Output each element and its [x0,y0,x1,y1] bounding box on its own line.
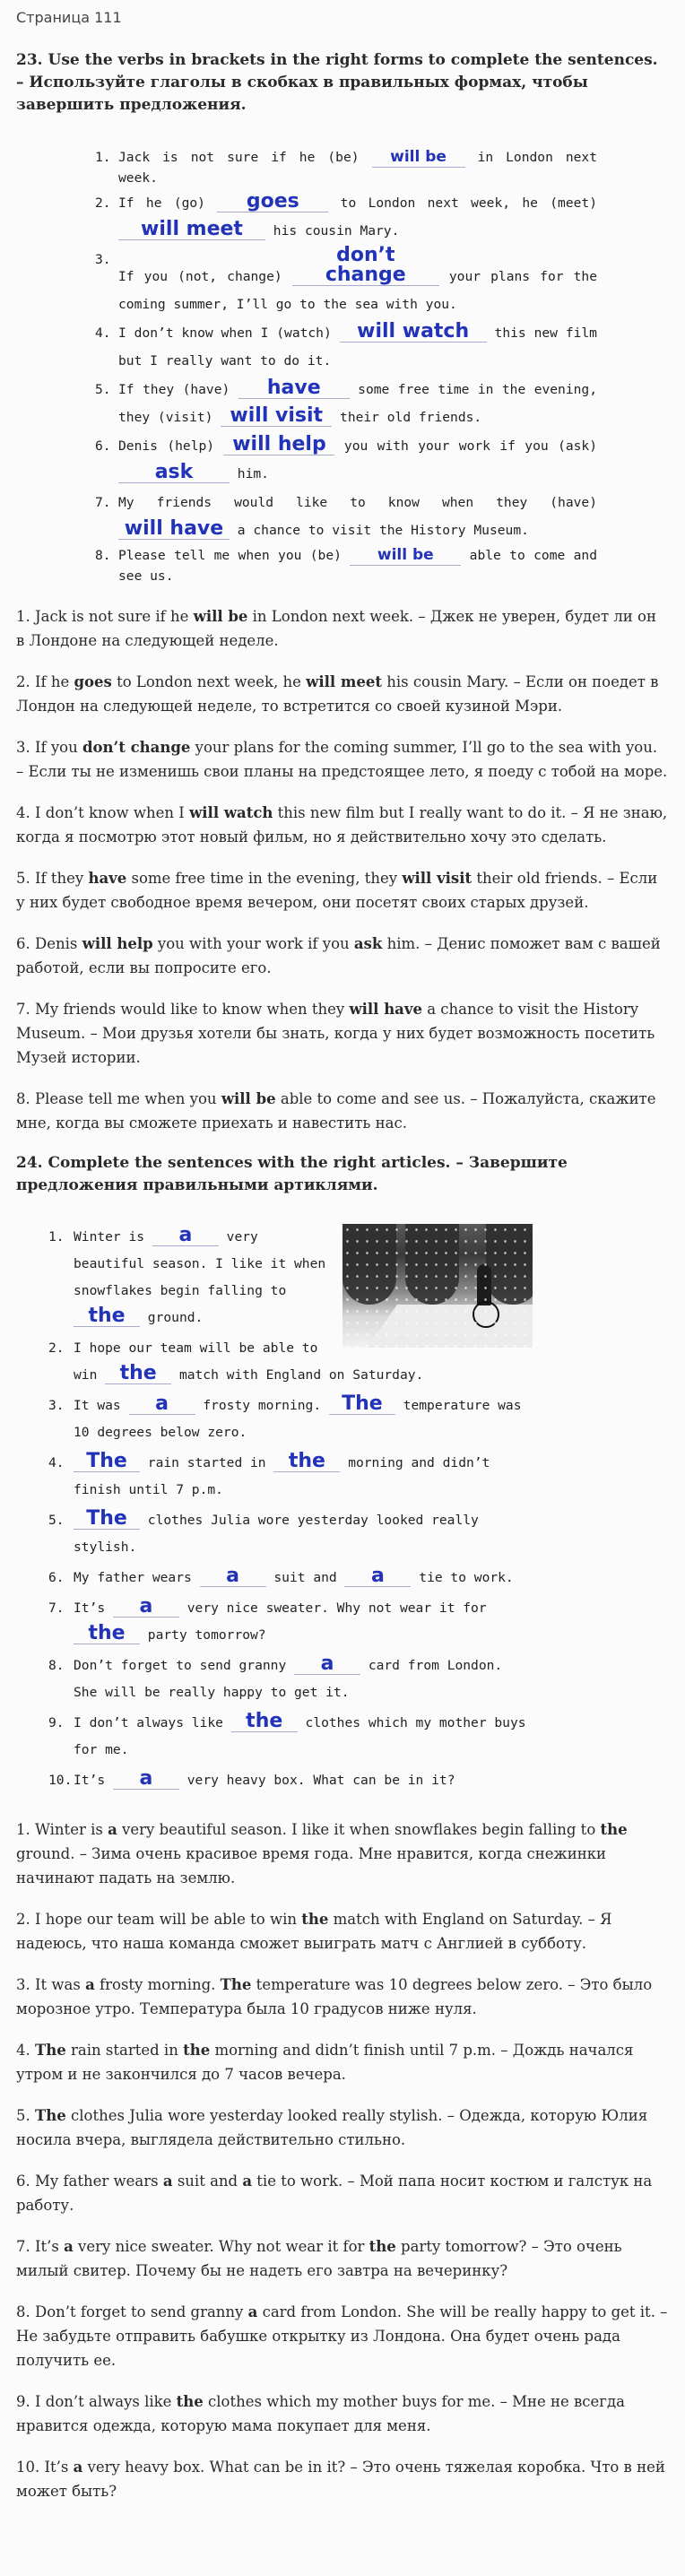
item-text: his cousin Mary. [273,223,400,239]
item-text: ground. [147,1310,204,1325]
worksheet-item [95,489,597,544]
worksheet-item [48,1710,533,1764]
translation-paragraph: 4. I don’t know when I will watch this new film but I really want to do it. – Я не знаю, когда я посмотрю этот новый фильм, но я действительно хочу это сделать. [16,804,668,846]
task-24-worksheet [48,1224,533,1794]
answer-blank: will visit [221,406,332,427]
item-text: If they (have) [118,382,230,397]
translation-paragraph: 3. It was a frosty morning. The temperature was 10 degrees below zero. – Это было морозное утро. Температура была 10 градусов ниже нуля. [16,1976,653,2017]
item-text: in London next week. [118,150,598,186]
item-number: 9. [48,1715,65,1730]
item-text: Denis (help) [118,438,215,454]
worksheet-item [95,545,597,586]
answer-blank: a [113,1597,179,1618]
translation-paragraph: 1. Jack is not sure if he will be in London next week. – Джек не уверен, будет ли он в Лондоне на следующей неделе. [16,608,656,649]
answer-blank: a [344,1566,411,1587]
translation-paragraph: 2. If he goes to London next week, he will meet his cousin Mary. – Если он поедет в Лондон на следующей неделе, то встретится со своей кузиной Мэри. [16,673,659,715]
answer-blank: will help [223,435,334,455]
answer-blank: have [238,378,350,399]
item-text: their old friends. [340,410,482,425]
item-text: It was [74,1398,121,1413]
item-text: a chance to visit the History Museum. [237,523,529,538]
answer-blank: a [200,1566,266,1587]
item-text: Don’t forget to send granny [74,1658,287,1673]
item-text: frosty morning. [203,1398,322,1413]
item-text: Winter is [74,1229,145,1245]
answer-blank: The [74,1452,140,1472]
item-text: morning and didn’t finish until 7 p.m. [74,1455,490,1497]
translation-paragraph: 5. If they have some free time in the evening, they will visit their old friends. – Если у них будет свободное время вечером, они посетят своих старых друзей. [16,870,658,911]
item-number: 6. [48,1570,65,1585]
translation-paragraph: 8. Please tell me when you will be able to come and see us. – Пожалуйста, скажите мне, когда вы сможете приехать и навестить нас. [16,1090,656,1132]
item-number: 7. [95,495,111,510]
winter-cyclist-photo [342,1224,533,1348]
item-number: 1. [48,1229,65,1245]
item-text: card from London. She will be really happy to get it. [74,1658,503,1700]
item-text: It’s [74,1773,106,1788]
translation-paragraph: 1. Winter is a very beautiful season. I like it when snowflakes begin falling to the ground. – Зима очень красивое время года. Мне нравится, когда снежинки начинают падать на землю. [16,1821,628,1886]
item-text: rain started in [147,1455,266,1470]
answer-blank: the [273,1452,340,1472]
item-number: 1. [95,150,111,165]
item-text: tie to work. [419,1570,514,1585]
item-number: 4. [48,1455,65,1470]
worksheet-item [95,147,597,188]
item-text: clothes Julia wore yesterday looked really stylish. [74,1513,479,1555]
task-23-worksheet [95,147,597,586]
item-text: clothes which my mother buys for me. [74,1715,526,1757]
translation-paragraph: 3. If you don’t change your plans for the coming summer, I’ll go to the sea with you. – Если ты не изменишь свои планы на предстоящее лето, я поеду с тобой на море. [16,739,668,780]
item-text: It’s [74,1600,106,1616]
worksheet-item [48,1224,533,1331]
item-text: very nice sweater. Why not wear it for [186,1600,487,1616]
worksheet-item [48,1652,533,1706]
worksheet-item [95,246,597,318]
translation-paragraph: 8. Don’t forget to send granny a card from London. She will be really happy to get it. – Не забудьте отправить бабушке открытку из Лондона. Она будет очень рада получить ее. [16,2303,668,2369]
translation-paragraph: 4. The rain started in the morning and didn’t finish until 7 p.m. – Дождь начался утром и не закончился до 7 часов вечера. [16,2042,634,2083]
item-number: 4. [95,325,111,341]
item-text: some free time in the evening, they (visit) [118,382,597,425]
worksheet-item [48,1767,533,1794]
answer-blank: a [152,1226,219,1246]
answer-blank: will watch [340,322,487,343]
task-23-translations [16,604,669,1135]
item-text: My friends would like to know when they (have) [118,495,597,510]
item-text: very heavy box. What can be in it? [186,1773,455,1788]
translation-paragraph: 5. The clothes Julia wore yesterday looked really stylish. – Одежда, которую Юлия носила вчера, выглядела действительно стильно. [16,2107,648,2148]
item-text: I don’t know when I (watch) [118,325,332,341]
worksheet-item [95,432,597,488]
answer-blank: will meet [118,220,265,240]
worksheet-item [95,319,597,375]
item-text: him. [237,466,269,481]
answer-blank: the [74,1306,140,1327]
item-text: very beautiful season. I like it when snowflakes begin falling to [74,1229,326,1298]
answer-blank: The [329,1394,395,1415]
task-23-heading: 23. Use the verbs in brackets in the right forms to complete the sentences. – Используйте глаголы в скобках в правильных формах, чтобы завершить предложения. [16,51,658,114]
item-text: party tomorrow? [147,1627,266,1643]
answer-blank: The [74,1509,140,1530]
item-text: match with England on Saturday. [178,1367,424,1383]
answer-blank: a [294,1654,360,1675]
item-number: 3. [48,1398,65,1413]
item-text: able to come and see us. [118,548,597,584]
worksheet-item [95,376,597,431]
item-text: your plans for the coming summer, I’ll go to the sea with you. [118,269,597,312]
task-24-heading: 24. Complete the sentences with the right articles. – Завершите предложения правильными артиклями. [16,1154,568,1194]
item-number: 8. [48,1658,65,1673]
page-title: Страница 111 [16,9,122,26]
item-number: 7. [48,1600,65,1616]
translation-paragraph: 7. It’s a very nice sweater. Why not wear it for the party tomorrow? – Это очень милый свитер. Почему бы не надеть его завтра на вечеринку? [16,2238,622,2279]
worksheet-item [48,1392,533,1446]
item-number: 8. [95,548,111,563]
answer-blank: the [74,1624,140,1644]
item-number: 5. [48,1513,65,1528]
answer-blank: the [105,1364,171,1384]
worksheet-item [48,1565,533,1592]
item-number: 2. [95,195,111,211]
item-text: If you (not, change) [118,269,282,284]
item-text: Jack is not sure if he (be) [118,150,360,165]
translation-paragraph: 6. Denis will help you with your work if you ask him. – Денис поможет вам с вашей работой, если вы попросите его. [16,935,661,976]
translation-paragraph: 7. My friends would like to know when they will have a chance to visit the History Museum. – Мои друзья хотели бы знать, когда у них будет возможность посетить Музей истории. [16,1001,655,1066]
answer-blank: a [129,1394,195,1415]
worksheet-item [95,189,597,245]
worksheet-item [48,1507,533,1561]
item-text: you with your work if you (ask) [343,438,598,454]
translation-paragraph: 10. It’s a very heavy box. What can be in it? – Это очень тяжелая коробка. Что в ней может быть? [16,2459,665,2500]
item-text: suit and [273,1570,337,1585]
item-number: 3. [95,252,111,267]
answer-blank: will be [350,545,461,566]
worksheet-item [48,1335,533,1389]
worksheet-item [48,1450,533,1504]
answer-blank: don’t change [292,246,439,286]
answer-blank: a [113,1769,179,1790]
task-24-translations [16,1817,669,2503]
answer-blank: the [231,1712,298,1732]
item-text: this new film but I really want to do it. [118,325,597,369]
answer-blank: will have [118,519,230,540]
item-number: 10. [48,1773,73,1788]
item-text: I hope our team will be able to win [74,1340,318,1383]
answer-blank: goes [217,192,328,212]
worksheet-item [48,1595,533,1649]
item-text: Please tell me when you (be) [118,548,342,563]
item-number: 5. [95,382,111,397]
translation-paragraph: 2. I hope our team will be able to win the match with England on Saturday. – Я надеюсь, что наша команда сможет выиграть матч с Англией в субботу. [16,1911,612,1952]
item-text: My father wears [74,1570,192,1585]
translation-paragraph: 6. My father wears a suit and a tie to work. – Мой папа носит костюм и галстук на работу. [16,2173,653,2214]
item-number: 6. [95,438,111,454]
answer-blank: ask [118,463,230,483]
item-text: I don’t always like [74,1715,223,1730]
item-text: temperature was 10 degrees below zero. [74,1398,522,1440]
translation-paragraph: 9. I don’t always like the clothes which my mother buys for me. – Мне не всегда нравится одежда, которую мама покупает для меня. [16,2393,625,2434]
item-text: to London next week, he (meet) [340,195,597,211]
item-text: If he (go) [118,195,205,211]
item-number: 2. [48,1340,65,1356]
answer-blank: will be [372,147,465,168]
